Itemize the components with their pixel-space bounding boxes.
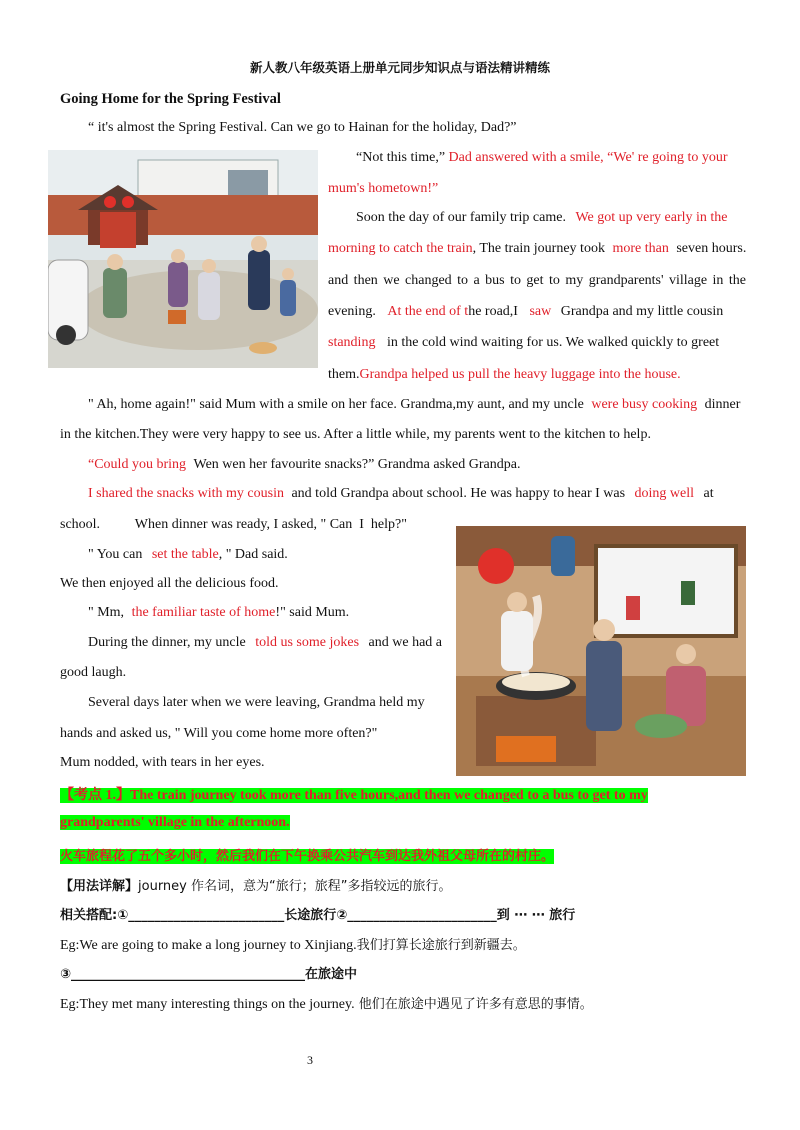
p6-text: and told Grandpa about school. He was happy to hear I was <box>291 486 626 501</box>
key-point-text: 【考点 1.】The train journey took more than five hours,and then we changed to a bus to get to my <box>60 788 648 803</box>
p3-highlight: morning to catch the train <box>328 241 473 256</box>
key-point-line2 <box>60 815 290 831</box>
p10-text: During the dinner, my uncle <box>88 635 246 650</box>
collocation-3-blank: ③____________________________________ <box>60 967 306 982</box>
p5-text: Wen wen her favourite snacks?” Grandma asked Grandpa. <box>193 457 521 472</box>
p3-line4 <box>328 304 723 320</box>
p11-line1: Several days later when we were leaving, Grandma held my <box>88 695 425 710</box>
key-point-text: grandparents' village in the afternoon. <box>60 815 290 830</box>
p3-highlight: more than <box>612 241 669 256</box>
usage-line <box>60 875 451 894</box>
page-number: 3 <box>307 1053 313 1067</box>
collocation-line <box>60 904 575 923</box>
collocation-3-meaning: 在旅途中 <box>305 967 358 982</box>
p9-line <box>88 605 349 621</box>
example-1 <box>60 934 526 954</box>
page-header: 新人教八年级英语上册单元同步知识点与语法精讲精练 <box>249 60 550 75</box>
p3-line1 <box>356 210 728 226</box>
p3-text: Grandpa and my little cousin <box>560 304 724 319</box>
p2-line1 <box>356 150 728 166</box>
p4-line2: in the kitchen.They were very happy to see us. After a little while, my parents went to the kitchen to help. <box>60 427 651 442</box>
p7-text: " You can <box>88 547 143 562</box>
p10-line2: good laugh. <box>60 665 127 680</box>
kitchen-cooking-illustration <box>456 526 746 776</box>
p3-text: and then we changed to a bus to get to my grandparents' village in the <box>328 273 746 288</box>
collocation-3 <box>60 963 357 982</box>
example-2 <box>60 993 593 1013</box>
p6-text: at <box>703 486 714 501</box>
usage-text: journey 作名词，意为“旅行；旅程”多指较远的旅行。 <box>138 879 452 894</box>
p9-highlight: the familiar taste of home <box>131 605 276 620</box>
p10-highlight: told us some jokes <box>255 635 360 650</box>
p3-highlight: standing <box>328 335 376 350</box>
example-2-en: Eg:They met many interesting things on the journey. <box>60 997 355 1012</box>
p3-text: them. <box>328 367 360 382</box>
paragraph-1: “ it's almost the Spring Festival. Can we go to Hainan for the holiday, Dad?” <box>88 120 517 135</box>
key-point-translation <box>60 845 554 864</box>
p4-text: " Ah, home again!" said Mum with a smile on her face. Grandma,my aunt, and my uncle <box>88 397 584 412</box>
p3-line2 <box>328 241 746 257</box>
p7-line <box>88 547 288 563</box>
p9-text: !" said Mum. <box>275 605 350 620</box>
p2-highlight: Dad answered with a smile, <box>448 150 604 165</box>
p4-text: dinner <box>704 397 741 412</box>
example-1-en: Eg:We are going to make a long journey to Xinjiang. <box>60 938 357 953</box>
p6-highlight: I shared the snacks with my cousin <box>88 486 284 501</box>
collocation-blanks: ①________________________长途旅行②_______________________到 ⋯ ⋯ 旅行 <box>117 908 576 923</box>
article-title: Going Home for the Spring Festival <box>60 91 281 107</box>
p5-highlight: “Could you bring <box>88 457 186 472</box>
key-point-translation-text: 火车旅程花了五个多小时，然后我们在下午换乘公共汽车到达我外祖父母所在的村庄。 <box>60 849 555 864</box>
collocation-label: 相关搭配: <box>60 908 118 923</box>
p3-text: evening. <box>328 304 376 319</box>
p10-line1 <box>88 635 442 651</box>
p8-line: We then enjoyed all the delicious food. <box>60 576 279 591</box>
p4-highlight: were busy cooking <box>591 397 698 412</box>
p3-line6 <box>328 367 681 383</box>
p3-highlight: saw <box>529 304 552 319</box>
p4-line1 <box>88 397 740 413</box>
p3-highlight: We got up very early in the <box>575 210 728 225</box>
p10-text: and we had a <box>368 635 442 650</box>
p3-text: seven hours. <box>676 241 747 256</box>
p11-line3: Mum nodded, with tears in her eyes. <box>60 755 265 770</box>
p11-line2: hands and asked us, " Will you come home more often?" <box>60 726 378 741</box>
p3-text: , The train journey took <box>472 241 605 256</box>
p2-line2: mum's hometown!” <box>328 181 439 196</box>
example-1-cn: 我们打算长途旅行到新疆去。 <box>356 938 526 953</box>
p3-highlight: Grandpa helped us pull the heavy luggage into the house. <box>359 367 681 382</box>
village-courtyard-illustration <box>48 150 318 368</box>
p6-highlight: doing well <box>634 486 695 501</box>
p9-text: " Mm, <box>88 605 125 620</box>
p3-text: in the cold wind waiting for us. We walked quickly to greet <box>386 335 720 350</box>
p2-quote: “We' re going to your <box>607 150 728 165</box>
p6-line2: school. When dinner was ready, I asked, " Can I help?" <box>60 517 407 532</box>
example-2-cn: 他们在旅途中遇见了许多有意思的事情。 <box>354 997 593 1012</box>
p7-highlight: set the table <box>151 547 219 562</box>
p3-line3 <box>328 273 746 289</box>
p6-line1 <box>88 486 714 502</box>
p5-line <box>88 457 520 473</box>
p3-text: he road,I <box>468 304 518 319</box>
p3-text: Soon the day of our family trip came. <box>356 210 566 225</box>
p7-text: , " Dad said. <box>218 547 288 562</box>
key-point-line1 <box>60 784 648 804</box>
p2-text: “Not this time,” <box>356 150 446 165</box>
p3-line5 <box>328 335 719 351</box>
usage-label: 【用法详解】 <box>60 879 139 894</box>
p3-highlight: At the end of t <box>387 304 469 319</box>
